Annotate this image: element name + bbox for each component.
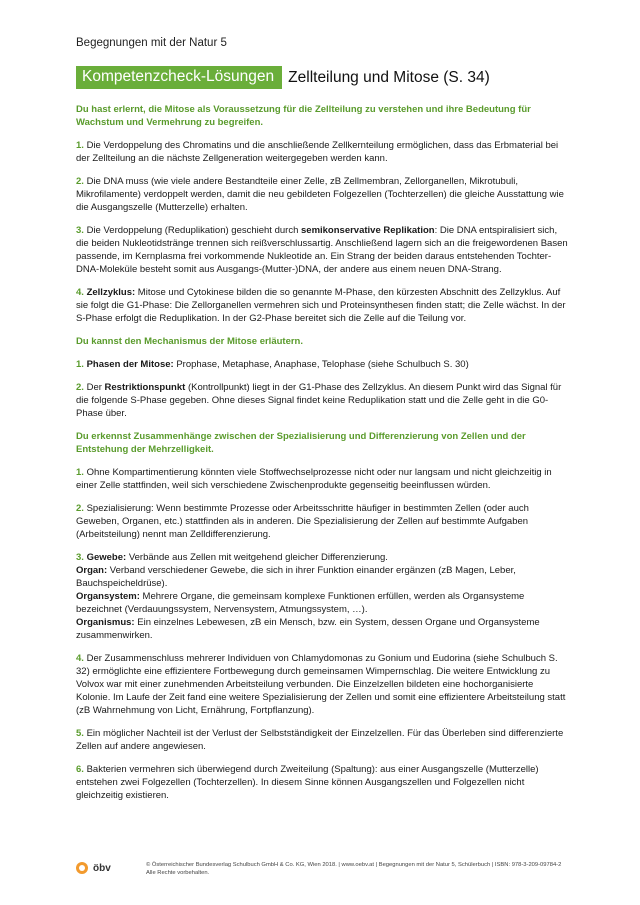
item-text: Verbände aus Zellen mit weitgehend gleicher Differenzierung. (128, 552, 388, 563)
goal-heading: Du hast erlernt, die Mitose als Voraussetzung für die Zellteilung zu verstehen und ihre Bedeutung für Wachstum und Vermehrung zu begreifen. (76, 104, 531, 128)
section-badge: Kompetenzcheck-Lösungen (76, 66, 282, 89)
publisher-logo (76, 862, 146, 874)
answer-item (76, 763, 568, 802)
definition-line (76, 616, 568, 642)
item-term: Organ: (76, 565, 108, 576)
answer-item (76, 502, 568, 541)
goal-heading: Du erkennst Zusammenhänge zwischen der Spezialisierung und Differenzierung von Zellen und der Entstehung der Mehrzelligkeit. (76, 431, 526, 455)
answer-item (76, 286, 568, 325)
item-text: Der (86, 382, 102, 393)
copyright-notice (146, 861, 561, 877)
item-term: Restriktionspunkt (104, 382, 186, 393)
running-head: Begegnungen mit der Natur 5 (76, 37, 227, 49)
item-text: Der Zusammenschluss mehrerer Individuen von Chlamydomonas zu Gonium und Eudorina (siehe Schulbuch S. 32) ermöglichte eine effizientere Fortbewegung durch gemeinsamen Wimpernschlag. Die weitere Entwicklung zu Volvox war mit einer zunehmenden Arbeitsteilung verbunden. Die Einzelzellen bildeten eine hochorganisierte Kolonie. Im Laufe der Zeit fand eine weitere Spezialisierung der Zellen und somit eine effizientere Arbeitsteilung statt (zB Wahrnehmung von Licht, Ernährung, Fortpflanzung). (76, 653, 566, 716)
answer-item (76, 381, 568, 420)
item-text: Ein einzelnes Lebewesen, zB ein Mensch, bzw. ein System, dessen Organe und Organsysteme zusammenwirken. (76, 617, 540, 641)
logo-text: öbv (93, 862, 111, 874)
item-text: Die Verdoppelung des Chromatins und die anschließende Zellkernteilung ermöglichen, dass das Erbmaterial bei der Zellteilung an die nächste Zellgeneration weitergegeben werden kann. (76, 140, 559, 164)
goal-heading: Du kannst den Mechanismus der Mitose erläutern. (76, 336, 303, 347)
item-number: 4. (76, 653, 84, 664)
copyright-line: © Österreichischer Bundesverlag Schulbuch GmbH & Co. KG, Wien 2018. | www.oebv.at | Begegnungen mit der Natur 5, Schülerbuch | ISBN: 978-3-209-09784-2 (146, 862, 562, 868)
item-number: 5. (76, 728, 84, 739)
item-term: Phasen der Mitose: (86, 359, 174, 370)
item-text: : Die DNA entspiralisiert sich, die beiden Nukleotidstränge trennen sich reißverschlussartig. Anschließend lagern sich an die freigewordenen Basen passende, im Kernplasma frei vorkommende Nukleotide an. Ein Strang der beiden daraus entstehenden Tochter-DNA-Moleküle besteht somit aus Ausgangs-(Mutter-)DNA, der andere aus einem neuen DNA-Strang. (76, 225, 568, 275)
item-term: Gewebe: (86, 552, 127, 563)
definition-line (76, 564, 568, 590)
rights-line: Alle Rechte vorbehalten. (146, 870, 210, 876)
title-row (76, 66, 490, 89)
answer-item (76, 175, 568, 214)
item-term: Organismus: (76, 617, 135, 628)
answer-item (76, 551, 568, 564)
content (76, 103, 568, 812)
answer-item (76, 358, 568, 371)
item-term: semikonservative Replikation (301, 225, 435, 236)
item-term: Organsystem: (76, 591, 140, 602)
item-number: 3. (76, 552, 84, 563)
item-number: 1. (76, 467, 84, 478)
item-number: 2. (76, 503, 84, 514)
definition-line (76, 590, 568, 616)
obv-logo-icon (76, 862, 88, 874)
item-term: Zellzyklus: (86, 287, 136, 298)
item-text: Ein möglicher Nachteil ist der Verlust der Selbstständigkeit der Einzelzellen. Für das Überleben sind differenzierte Zellen auf andere angewiesen. (76, 728, 564, 752)
item-text: Mitose und Cytokinese bilden die so genannte M-Phase, den kürzesten Abschnitt des Zellzyklus. Auf sie folgt die G1-Phase: Die Zellorganellen vermehren sich und Proteinsynthesen finden statt; die Zelle wächst. In der S-Phase erfolgt die Reduplikation. In der G2-Phase bereitet sich die Zelle auf die Teilung vor. (76, 287, 566, 324)
page-title: Zellteilung und Mitose (S. 34) (288, 68, 490, 86)
item-text: Mehrere Organe, die gemeinsam komplexe Funktionen erfüllen, werden als Organsysteme bezeichnet (Verdauungssystem, Nervensystem, Atmungssystem, …). (76, 591, 525, 615)
item-number: 1. (76, 359, 84, 370)
answer-item (76, 652, 568, 717)
answer-item (76, 466, 568, 492)
item-number: 6. (76, 764, 84, 775)
item-text: Die Verdoppelung (Reduplikation) geschieht durch (86, 225, 299, 236)
item-text: Spezialisierung: Wenn bestimmte Prozesse oder Arbeitsschritte häufiger in bestimmten Zellen (oder auch Geweben, Organen, etc.) stattfinden als in anderen. Die Spezialisierung der Zellen auf bestimmte Aufgaben (Arbeitsteilung) nennt man Zelldifferenzierung. (76, 503, 529, 540)
item-number: 3. (76, 225, 84, 236)
item-text: Die DNA muss (wie viele andere Bestandteile einer Zelle, zB Zellmembran, Zellorganellen, Mikrotubuli, Mikrofilamente) verdoppelt werden, damit die neu gebildeten Folgezellen (Tochterzellen) die gleiche Ausstattung wie die Ausgangszelle (Mutterzelle) erhalten. (76, 176, 564, 213)
item-number: 2. (76, 176, 84, 187)
item-text: Verband verschiedener Gewebe, die sich in ihrer Funktion einander ergänzen (zB Magen, Leber, Bauchspeicheldrüse). (76, 565, 516, 589)
answer-item (76, 139, 568, 165)
answer-item (76, 727, 568, 753)
item-number: 1. (76, 140, 84, 151)
item-text: (Kontrollpunkt) liegt in der G1-Phase des Zellzyklus. An diesem Punkt wird das Signal für die folgende S-Phase gegeben. Ohne dieses Signal findet keine Reduplikation statt und die Zelle geht in die G0-Phase über. (76, 382, 562, 419)
item-number: 4. (76, 287, 84, 298)
footer (76, 861, 568, 877)
item-number: 2. (76, 382, 84, 393)
item-text: Bakterien vermehren sich überwiegend durch Zweiteilung (Spaltung): aus einer Ausgangszelle (Mutterzelle) entstehen zwei Folgezellen (Tochterzellen). In diesem Sinne können Ausgangszellen und Folgezellen nicht gleichzeitig existieren. (76, 764, 539, 801)
item-text: Ohne Kompartimentierung könnten viele Stoffwechselprozesse nicht oder nur langsam und nicht gleichzeitig in einer Zelle stattfinden, weil sich verschiedene Zwischenprodukte gegenseitig beeinflussen würden. (76, 467, 552, 491)
answer-item (76, 224, 568, 276)
item-text: Prophase, Metaphase, Anaphase, Telophase (siehe Schulbuch S. 30) (176, 359, 469, 370)
